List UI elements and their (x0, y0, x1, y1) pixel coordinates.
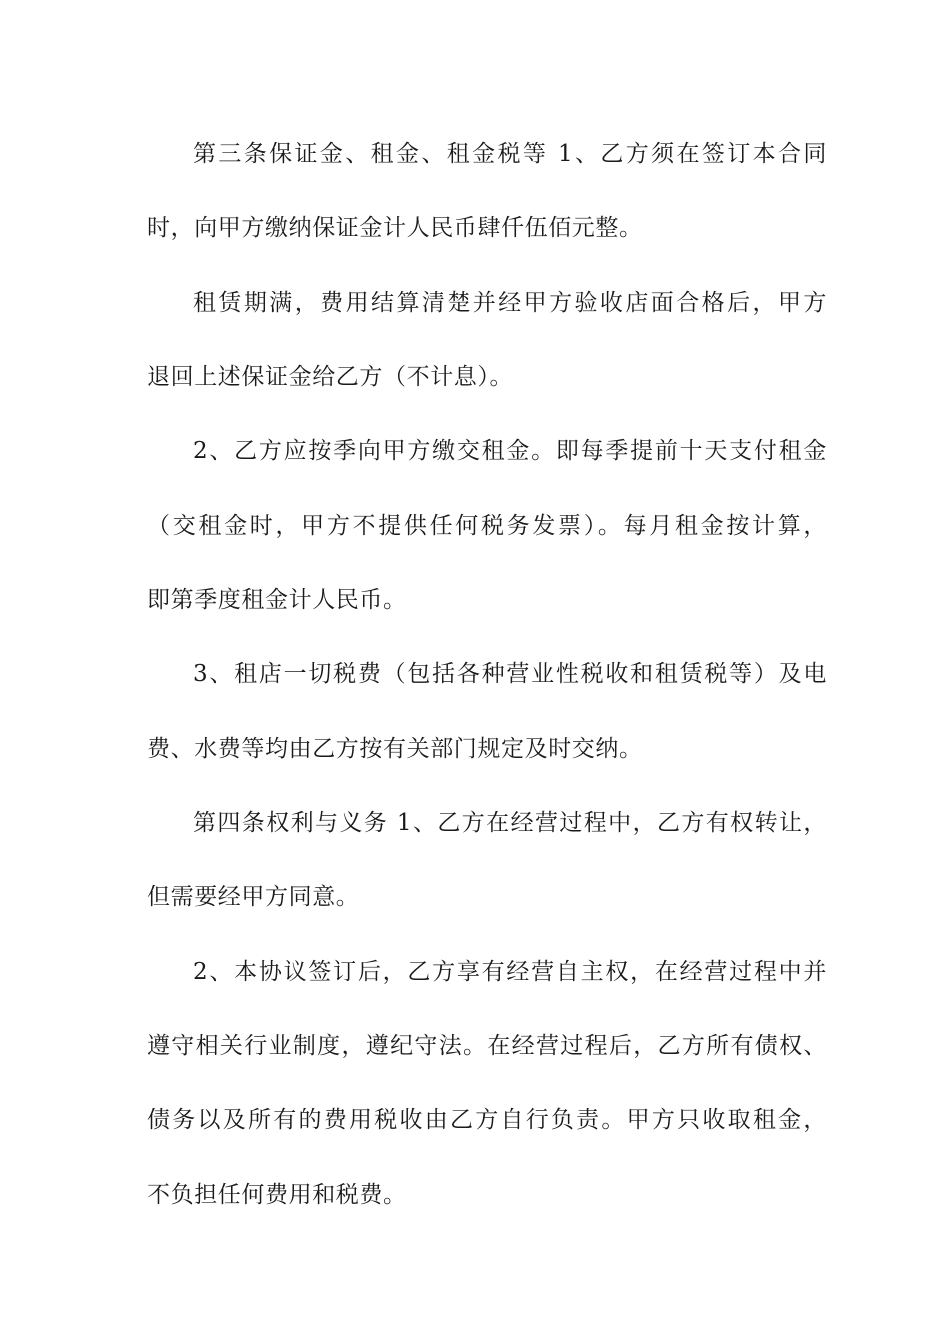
paragraph-1-line-1: 第三条保证金、租金、租金税等 1、乙方须在签订本合同 (193, 141, 827, 167)
paragraph-5-line-1: 第四条权利与义务 1、乙方在经营过程中，乙方有权转让， (193, 810, 827, 836)
paragraph-6-line-2: 遵守相关行业制度，遵纪守法。在经营过程后，乙方所有债权、 (147, 1033, 827, 1059)
paragraph-3-line-1: 2、乙方应按季向甲方缴交租金。即每季提前十天支付租金 (193, 438, 827, 464)
paragraph-6-line-1: 2、本协议签订后，乙方享有经营自主权，在经营过程中并 (193, 959, 827, 985)
paragraph-4-line-2: 费、水费等均由乙方按有关部门规定及时交纳。 (147, 736, 643, 762)
paragraph-4-line-1: 3、租店一切税费（包括各种营业性税收和租赁税等）及电 (193, 661, 827, 687)
paragraph-1-line-2: 时，向甲方缴纳保证金计人民币肆仟伍佰元整。 (147, 215, 643, 241)
paragraph-2-line-2: 退回上述保证金给乙方（不计息）。 (147, 364, 514, 390)
paragraph-6-line-3: 债务以及所有的费用税收由乙方自行负责。甲方只收取租金， (147, 1107, 827, 1133)
paragraph-3-line-2: （交租金时，甲方不提供任何税务发票）。每月租金按计算， (147, 513, 827, 539)
paragraph-6-line-4: 不负担任何费用和税费。 (147, 1182, 407, 1208)
paragraph-3-line-3: 即第季度租金计人民币。 (147, 587, 407, 613)
paragraph-2-line-1: 租赁期满，费用结算清楚并经甲方验收店面合格后，甲方 (193, 290, 827, 316)
paragraph-5-line-2: 但需要经甲方同意。 (147, 884, 360, 910)
